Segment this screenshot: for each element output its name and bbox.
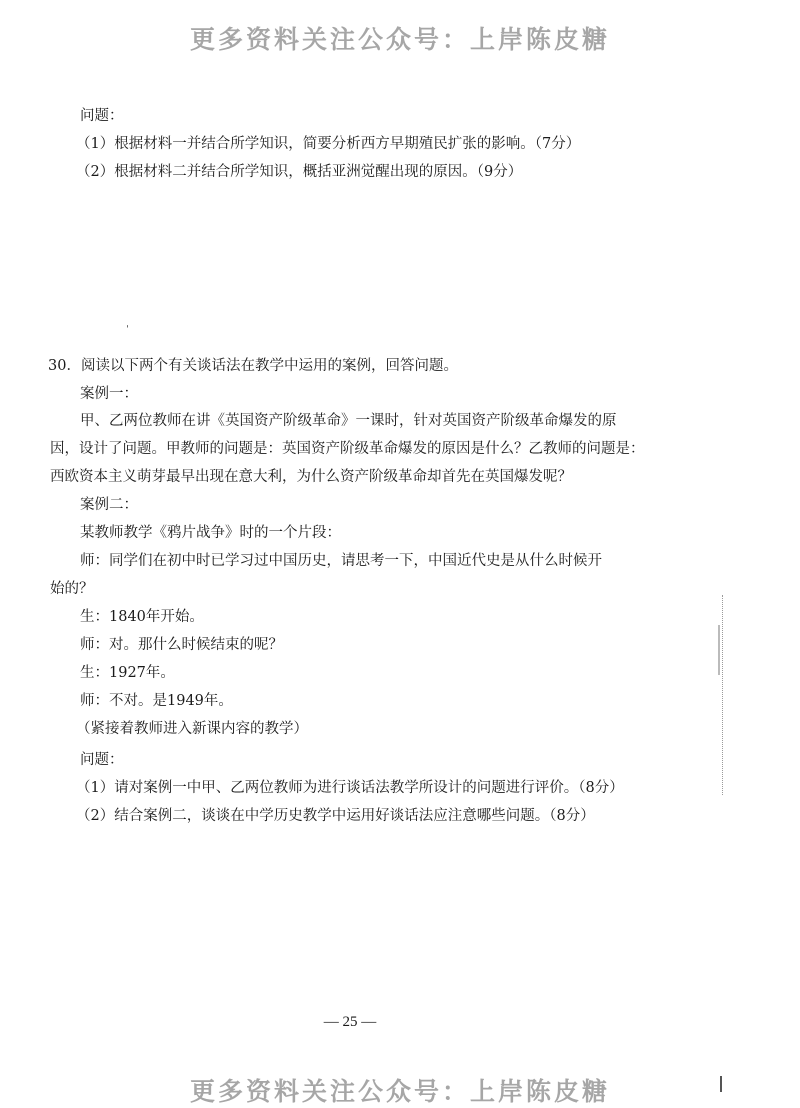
case-2-line: （紧接着教师进入新课内容的教学） xyxy=(76,721,308,737)
prev-question-2: （2）根据材料二并结合所学知识，概括亚洲觉醒出现的原因。（9分） xyxy=(76,164,523,180)
watermark-bottom: 更多资料关注公众号：上岸陈皮糖 xyxy=(189,1077,610,1106)
case-2-line: 某教师教学《鸦片战争》时的一个片段： xyxy=(80,525,341,541)
case-1-line: 西欧资本主义萌芽最早出现在意大利，为什么资产阶级革命却首先在英国爆发呢？ xyxy=(50,469,572,485)
scan-artifact xyxy=(722,595,726,795)
case-2-line: 生：1927年。 xyxy=(80,665,175,681)
case-2-line: 师：对。那什么时候结束的呢？ xyxy=(80,637,283,653)
prev-questions-heading: 问题： xyxy=(80,108,124,124)
case-2-line: 生：1840年开始。 xyxy=(80,609,204,625)
watermark-top: 更多资料关注公众号：上岸陈皮糖 xyxy=(189,25,610,54)
prev-question-1: （1）根据材料一并结合所学知识，简要分析西方早期殖民扩张的影响。（7分） xyxy=(76,136,581,152)
case-1-title: 案例一： xyxy=(80,386,138,402)
question-30-intro: 30．阅读以下两个有关谈话法在教学中运用的案例，回答问题。 xyxy=(48,358,458,374)
q30-questions-heading: 问题： xyxy=(80,752,124,768)
page-number: — 25 — xyxy=(323,1014,377,1030)
case-2-line: 师：不对。是1949年。 xyxy=(80,693,233,709)
case-2-line: 师：同学们在初中时已学习过中国历史，请思考一下，中国近代史是从什么时候开 xyxy=(80,553,602,569)
case-1-line: 甲、乙两位教师在讲《英国资产阶级革命》一课时，针对英国资产阶级革命爆发的原 xyxy=(80,413,617,429)
stray-mark: ˌ xyxy=(126,318,129,329)
q30-question-2: （2）结合案例二，谈谈在中学历史教学中运用好谈话法应注意哪些问题。（8分） xyxy=(76,808,595,824)
scan-artifact xyxy=(718,625,720,675)
case-2-line: 始的？ xyxy=(50,581,94,597)
q30-question-1: （1）请对案例一中甲、乙两位教师为进行谈话法教学所设计的问题进行评价。（8分） xyxy=(76,780,624,796)
case-2-title: 案例二： xyxy=(80,497,138,513)
case-1-line: 因，设计了问题。甲教师的问题是：英国资产阶级革命爆发的原因是什么？乙教师的问题是： xyxy=(50,441,645,457)
scan-artifact xyxy=(720,1076,722,1092)
